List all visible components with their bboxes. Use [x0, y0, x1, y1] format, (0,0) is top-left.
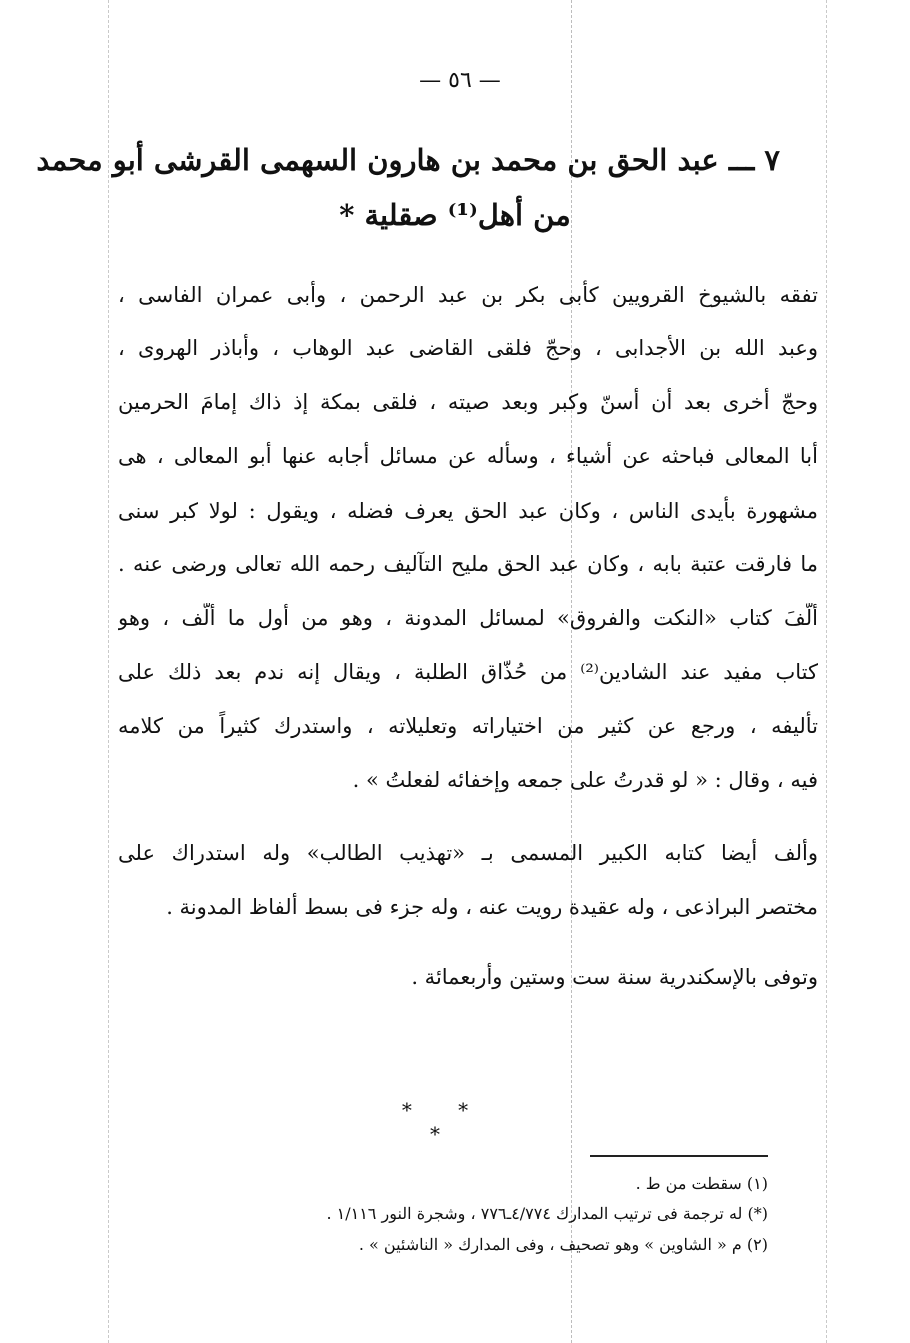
body-line: وتوفى بالإسكندرية سنة ست وستين وأربعمائة . [411, 965, 818, 989]
body-line: مشهورة بأيدى الناس ، وكان عبد الحق يعرف فضله ، ويقول : لولا كبر سنى [118, 499, 818, 523]
body-line: مختصر البراذعى ، وله عقيدة رويت عنه ، وله جزء فى بسط ألفاظ المدونة . [166, 895, 818, 919]
body-line: ألّفَ كتاب «النكت والفروق» لمسائل المدونة ، وهو من أول ما ألّف ، وهو [118, 606, 818, 630]
body-line: أبا المعالى فباحثه عن أشياء ، وسأله عن مسائل أجابه عنها أبو المعالى ، هى [118, 444, 818, 468]
footnote: (٢) م « الشاوين » وهو تصحيف ، وفى المدارك « الناشئين » . [358, 1235, 768, 1254]
section-separator: * * * [401, 1098, 489, 1146]
body-line: كتاب مفيد عند الشادين⁽²⁾ من حُذّاق الطلبة ، ويقال إنه ندم بعد ذلك على [118, 660, 818, 684]
body-line: وعبد الله بن الأجدابى ، وحجّ فلقى القاضى عبد الوهاب ، وأباذر الهروى ، [118, 336, 818, 360]
body-line: تأليفه ، ورجع عن كثير من اختياراته وتعليلاته ، واستدرك كثيراً من كلامه [118, 714, 818, 738]
footnote: (*) له ترجمة فى ترتيب المدارك ٤/٧٧٤ـ٧٧٦ ، وشجرة النور ١/١١٦ . [326, 1204, 768, 1223]
entry-title-line-1: ٧ ـــ عبد الحق بن محمد بن هارون السهمى القرشى أبو محمد [36, 143, 780, 177]
body-line: وألف أيضا كتابه الكبير المسمى بـ «تهذيب الطالب» وله استدراك على [118, 841, 818, 865]
entry-title-line-2: من أهل⁽¹⁾ صقلية * [339, 198, 571, 232]
body-line: ما فارقت عتبة بابه ، وكان عبد الحق مليح التآليف رحمه الله تعالى ورضى عنه . [118, 552, 818, 576]
body-line: تفقه بالشيوخ القرويين كأبى بكر بن عبد الرحمن ، وأبى عمران الفاسى ، [118, 283, 818, 307]
footnote: (١) سقطت من ط . [635, 1174, 768, 1193]
body-line: وحجّ أخرى بعد أن أسنّ وكبر وبعد صيته ، فلقى بمكة إذ ذاك إمامَ الحرمين [118, 390, 818, 414]
body-line: فيه ، وقال : « لو قدرتُ على جمعه وإخفائه لفعلتُ » . [352, 768, 818, 792]
page-number: — ٥٦ — [419, 68, 501, 93]
footnote-rule [590, 1155, 768, 1157]
